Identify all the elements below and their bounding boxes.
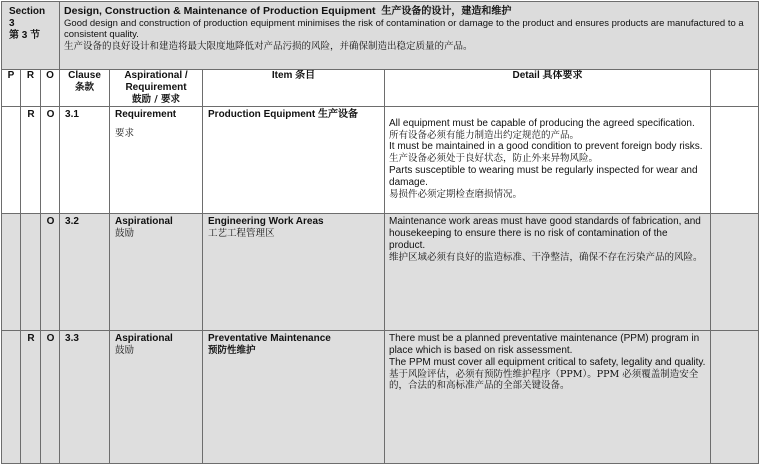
row-p-cell — [2, 213, 21, 330]
table-row — [2, 213, 759, 330]
item-cell — [203, 213, 385, 330]
item-cell — [203, 330, 385, 463]
requirement-type-cn: 鼓励 — [115, 344, 135, 356]
table-row — [2, 330, 759, 463]
header-item: Item 条目 — [203, 70, 385, 107]
row-o-cell: O — [41, 213, 60, 330]
header-r: R — [21, 70, 41, 107]
section-table — [1, 1, 759, 464]
detail-line-cn: 维护区域必须有良好的监造标准、干净整洁，确保不存在污染产品的风险。 — [389, 251, 703, 263]
clause-number: 3.1 — [60, 106, 110, 213]
header-detail: Detail 具体要求 — [385, 70, 711, 107]
requirement-type-cn: 要求 — [115, 127, 135, 139]
detail-line-cn: 基于风险评估，必须有预防性维护程序（PPM）。PPM 必须覆盖制造安全的，合法的和高标准产品的全部关键设备。 — [389, 368, 699, 391]
requirement-type-cell — [110, 213, 203, 330]
header-clause — [60, 70, 110, 107]
clause-number: 3.2 — [60, 213, 110, 330]
detail-cell — [385, 106, 711, 213]
requirement-type: Aspirational — [115, 215, 173, 227]
section-title-cell — [60, 2, 759, 70]
section-title — [64, 5, 754, 18]
requirement-type-cell — [110, 330, 203, 463]
requirement-type: Aspirational — [115, 332, 173, 344]
header-aspirational-cn: 鼓励 / 要求 — [131, 94, 181, 105]
detail-line: The PPM must cover all equipment critical to safety, legality and quality. — [389, 356, 706, 368]
item-title-cn: 预防性维护 — [208, 344, 256, 356]
row-p-cell — [2, 330, 21, 463]
item-title-cn: 工艺工程管理区 — [208, 227, 275, 239]
detail-cell — [385, 330, 711, 463]
requirement-type-cell — [110, 106, 203, 213]
section-label-cn: 第 3 节 — [9, 30, 41, 41]
section-label: Section — [9, 6, 46, 17]
section-number: 3 — [9, 18, 15, 29]
row-r-cell — [21, 213, 41, 330]
row-p-cell — [2, 106, 21, 213]
row-r-cell: R — [21, 330, 41, 463]
header-blank — [711, 70, 759, 107]
header-clause-en: Clause — [68, 70, 101, 81]
detail-line: Parts susceptible to wearing must be regularly inspected for wear and damage. — [389, 164, 698, 188]
detail-line-cn: 易损件必须定期检查磨损情况。 — [389, 188, 523, 200]
detail-line: There must be a planned preventative maintenance (PPM) program in place which is based on risk assessment. — [389, 332, 700, 356]
header-o: O — [41, 70, 60, 107]
row-o-cell: O — [41, 106, 60, 213]
detail-line-cn: 生产设备必须处于良好状态，防止外来异物风险。 — [389, 153, 599, 164]
section-title-cn: 生产设备的设计，建造和维护 — [381, 6, 512, 17]
column-header-row — [2, 70, 759, 107]
blank-cell — [711, 213, 759, 330]
table-row — [2, 106, 759, 213]
row-o-cell: O — [41, 330, 60, 463]
row-r-cell: R — [21, 106, 41, 213]
section-number-cell — [2, 2, 60, 70]
detail-line: All equipment must be capable of producing the agreed specification. — [389, 117, 695, 129]
clause-number: 3.3 — [60, 330, 110, 463]
requirement-type: Requirement — [115, 108, 177, 120]
detail-line: Maintenance work areas must have good standards of fabrication, and housekeeping to ensure there is no risk of contamination of the product. — [389, 215, 701, 251]
item-title: Engineering Work Areas — [208, 215, 324, 227]
blank-cell — [711, 330, 759, 463]
detail-line: It must be maintained in a good condition to prevent foreign body risks. — [389, 141, 703, 152]
header-aspirational — [110, 70, 203, 107]
detail-cell — [385, 213, 711, 330]
detail-line-cn: 所有设备必须有能力制造出约定规范的产品。 — [389, 129, 580, 141]
header-aspirational-en: Aspirational / Requirement — [124, 70, 188, 93]
section-header-row — [2, 2, 759, 70]
item-cell — [203, 106, 385, 213]
header-clause-cn: 条款 — [75, 82, 95, 93]
section-title-en: Design, Construction & Maintenance of Production Equipment — [64, 5, 376, 17]
header-p: P — [2, 70, 21, 107]
section-description: Good design and construction of production equipment minimises the risk of contamination or damage to the product and ensures products are manufactured to a consistent quality. — [64, 17, 744, 40]
blank-cell — [711, 106, 759, 213]
section-description-cn: 生产设备的良好设计和建造将最大限度地降低对产品污损的风险，并确保制造出稳定质量的产品。 — [64, 40, 473, 52]
requirement-type-cn: 鼓励 — [115, 227, 135, 239]
item-title: Preventative Maintenance — [208, 332, 331, 344]
item-title: Production Equipment 生产设备 — [208, 108, 359, 120]
